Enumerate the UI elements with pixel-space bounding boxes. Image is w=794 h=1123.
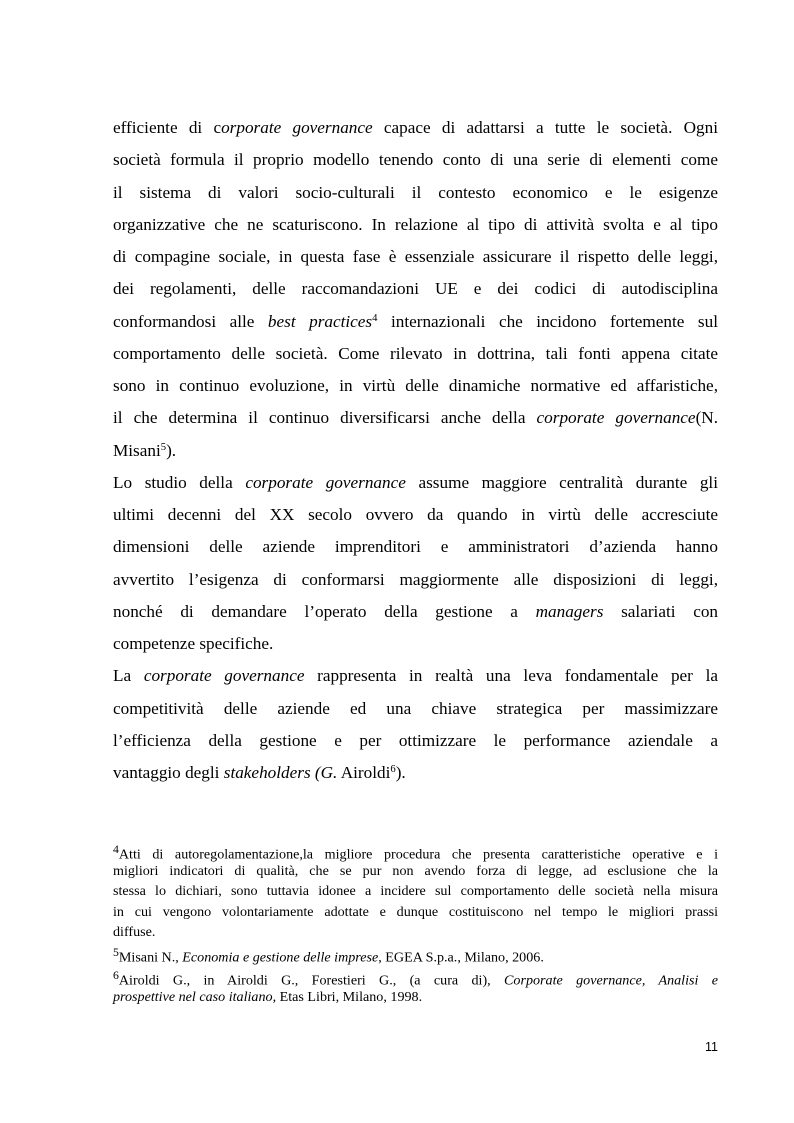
body-line: società formula il proprio modello tenendo conto di una serie di elementi come [113, 150, 718, 170]
footnote-line: migliori indicatori di qualità, che se pur non avendo forza di legge, ad esclusione che la [113, 862, 718, 879]
footnote-line: $^6$Airoldi G., in Airoldi G., Forestieri G., (a cura di), Corporate governance, Analisi e [113, 968, 718, 989]
body-line: competenze specifiche. [113, 634, 274, 653]
footnote-ref: 6 [390, 764, 396, 776]
footnote-line: $^5$Misani N., Economia e gestione delle imprese, EGEA S.p.a., Milano, 2006. [113, 945, 544, 966]
footnote-marker: 4 [113, 843, 119, 856]
footnote-line: in cui vengono volontariamente adottate e dunque costituiscono nel tempo le migliori prassi [113, 903, 718, 920]
body-line: di compagine sociale, in questa fase è essenziale assicurare il rispetto delle leggi, [113, 247, 718, 266]
footnote-ref: 5 [160, 441, 167, 453]
body-line: vantaggio degli stakeholders (G. Airoldi$^6$). [113, 763, 406, 782]
body-line: ultimi decenni del XX secolo ovvero da quando in virtù delle accresciute [113, 505, 718, 524]
footnote-marker: 6 [113, 968, 119, 982]
body-text [113, 112, 718, 789]
footnote-ref: 4 [372, 312, 378, 324]
body-line: avvertito l’esigenza di conformarsi maggiormente alle disposizioni di leggi, [113, 569, 718, 589]
body-line: sono in continuo evoluzione, in virtù delle dinamiche normative ed affaristiche, [113, 376, 718, 395]
body-line: efficiente di corporate governance capace di adattarsi a tutte le società. Ogni [113, 118, 718, 137]
footnote-line: stessa lo dichiari, sono tuttavia idonee a incidere sul comportamento delle società nella misura [113, 883, 718, 900]
body-line: il che determina il continuo diversificarsi anche della corporate governance(N. [113, 408, 718, 428]
body-line: nonché di demandare l’operato della gestione a managers salariati con [113, 601, 719, 621]
body-line: Misani$^5$). [113, 440, 177, 460]
body-line: l’efficienza della gestione e per ottimizzare le performance aziendale a [113, 730, 718, 750]
body-line: Lo studio della corporate governance assume maggiore centralità durante gli [113, 472, 718, 492]
footnote-line: prospettive nel caso italiano, Etas Libri, Milano, 1998. [113, 988, 423, 1005]
body-line: La corporate governance rappresenta in realtà una leva fondamentale per la [113, 666, 718, 686]
footnote-line: diffuse. [113, 924, 156, 941]
body-line: dimensioni delle aziende imprenditori e amministratori d’azienda hanno [113, 537, 718, 557]
page-number: 11 [705, 1040, 718, 1054]
body-line: competitività delle aziende ed una chiave strategica per massimizzare [113, 698, 718, 718]
body-line: conformandosi alle best practices$^4$ internazionali che incidono fortemente sul [113, 311, 718, 331]
footnote-line: $^4$Atti di autoregolamentazione,la migliore procedura che presenta caratteristiche operative e i [113, 843, 718, 863]
body-line: comportamento delle società. Come rilevato in dottrina, tali fonti appena citate [113, 343, 718, 363]
footnote-marker: 5 [113, 945, 119, 959]
footnotes [113, 840, 718, 1007]
body-line: dei regolamenti, delle raccomandazioni UE e dei codici di autodisciplina [113, 279, 718, 299]
body-line: organizzative che ne scaturiscono. In relazione al tipo di attività svolta e al tipo [113, 214, 718, 234]
body-line: il sistema di valori socio-culturali il contesto economico e le esigenze [113, 182, 718, 202]
